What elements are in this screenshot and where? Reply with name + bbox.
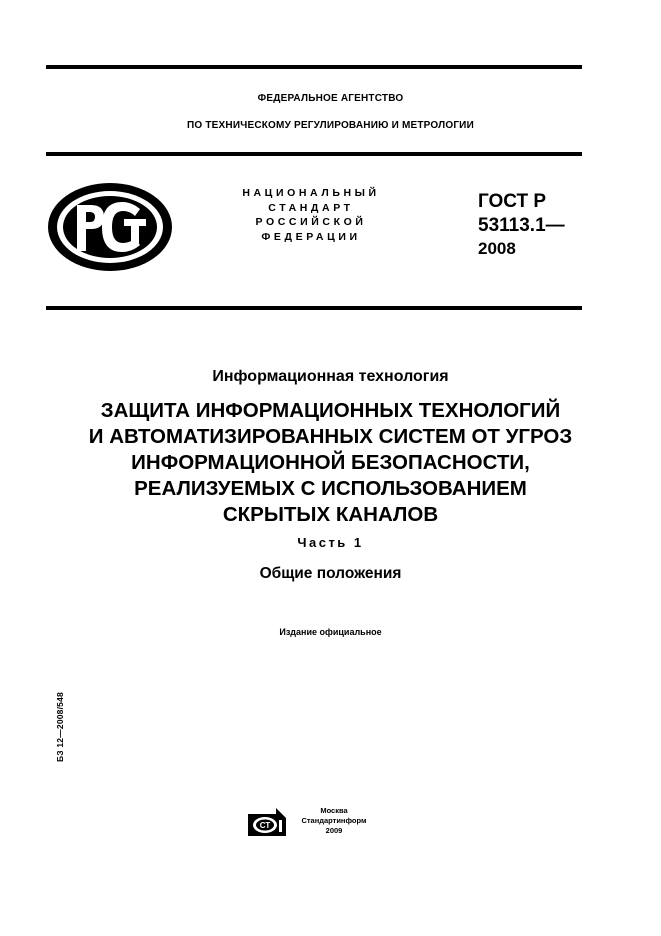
gost-year: 2008 bbox=[478, 239, 516, 258]
document-title bbox=[30, 398, 631, 528]
svg-text:СТ: СТ bbox=[259, 821, 271, 830]
standartinform-logo-icon bbox=[246, 806, 288, 838]
agency-line-1: ФЕДЕРАЛЬНОЕ АГЕНТСТВО bbox=[257, 93, 404, 104]
gost-number: 53113.1— bbox=[478, 215, 565, 236]
publisher-name: Стандартинформ bbox=[301, 816, 367, 825]
top-rule bbox=[46, 65, 582, 69]
national-standard-label bbox=[200, 186, 422, 244]
part-number: Часть 1 bbox=[297, 535, 364, 550]
part-title: Общие положения bbox=[259, 565, 402, 582]
national-line-4: ФЕДЕРАЦИИ bbox=[261, 230, 361, 243]
publisher-year: 2009 bbox=[325, 826, 343, 835]
gost-r-certification-logo-icon bbox=[46, 181, 174, 273]
standard-bottom-rule bbox=[46, 306, 582, 310]
side-code: БЗ 12—2008/548 bbox=[55, 692, 65, 762]
title-line-1: ЗАЩИТА ИНФОРМАЦИОННЫХ ТЕХНОЛОГИЙ bbox=[100, 399, 561, 422]
agency-line-2: ПО ТЕХНИЧЕСКОМУ РЕГУЛИРОВАНИЮ И МЕТРОЛОГИИ bbox=[187, 120, 474, 131]
national-line-3: РОССИЙСКОЙ bbox=[255, 216, 367, 228]
document-subject: Информационная технология bbox=[212, 368, 449, 385]
edition-note: Издание официальное bbox=[279, 627, 382, 637]
gost-designation bbox=[478, 190, 565, 260]
gost-label: ГОСТ Р bbox=[478, 191, 547, 212]
title-line-5: СКРЫТЫХ КАНАЛОВ bbox=[222, 503, 439, 526]
title-line-3: ИНФОРМАЦИОННОЙ БЕЗОПАСНОСТИ, bbox=[131, 451, 530, 474]
national-line-1: НАЦИОНАЛЬНЫЙ bbox=[242, 187, 380, 199]
publisher-info bbox=[294, 806, 374, 836]
title-line-4: РЕАЛИЗУЕМЫХ С ИСПОЛЬЗОВАНИЕМ bbox=[134, 477, 527, 500]
national-line-2: СТАНДАРТ bbox=[268, 201, 354, 214]
publisher-city: Москва bbox=[320, 806, 348, 815]
title-line-2: И АВТОМАТИЗИРОВАННЫХ СИСТЕМ ОТ УГРОЗ bbox=[88, 425, 573, 448]
agency-bottom-rule bbox=[46, 152, 582, 156]
